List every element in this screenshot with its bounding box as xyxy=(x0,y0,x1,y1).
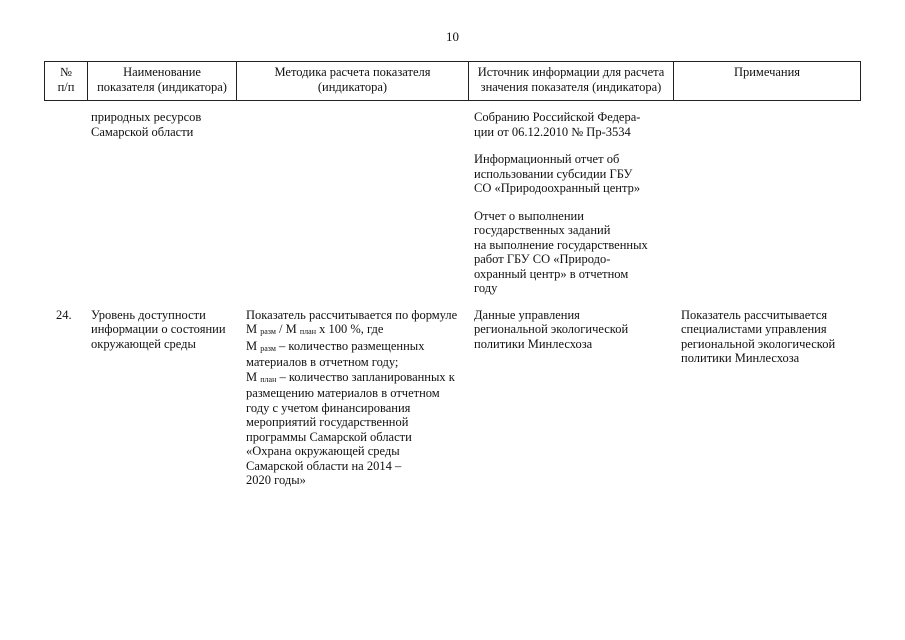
plan-definition: М $_{план}$ – количество запланированных к размещению материалов в отчетном году с учетом финансирования мероприятий государственной программы Самарской области «Охрана окружающей среды Самарской области на 2014 – 2020 годы» xyxy=(246,369,455,487)
cell-source: Данные управления региональной экологической политики Минлесхоза xyxy=(474,307,629,351)
table-header xyxy=(44,61,861,101)
cell-num: 24. xyxy=(56,307,72,322)
table-body xyxy=(44,110,860,488)
table-row-continued xyxy=(44,110,860,296)
table-row-24 xyxy=(44,308,860,488)
razm-definition: М $_{разм}$ – количество размещенных материалов в отчетном году; xyxy=(246,338,425,369)
source-paragraph: Отчет о выполнении государственных заданий на выполнение государственных работ ГБУ СО «Природо- охранный центр» в отчетном году xyxy=(474,208,648,295)
cell-method xyxy=(236,308,468,488)
cell-method xyxy=(236,110,468,296)
method-intro: Показатель рассчитывается по формуле xyxy=(246,307,458,322)
header-num: № п/п xyxy=(45,62,88,101)
source-paragraph: Собранию Российской Федера- ции от 06.12.2010 № Пр-3534 xyxy=(474,110,641,139)
header-source: Источник информации для расчета значения показателя (индикатора) xyxy=(469,62,674,101)
table-header-row xyxy=(45,62,861,101)
cell-name: природных ресурсов Самарской области xyxy=(91,110,202,139)
header-name: Наименование показателя (индикатора) xyxy=(88,62,237,101)
page-number: 10 xyxy=(446,29,459,44)
cell-name: Уровень доступности информации о состоянии окружающей среды xyxy=(91,307,226,351)
cell-num xyxy=(44,110,87,296)
cell-note xyxy=(673,110,860,296)
header-note: Примечания xyxy=(674,62,861,101)
formula: М $_{разм}$ / М $_{план}$ х 100 %, где xyxy=(246,322,384,336)
cell-source xyxy=(468,110,673,296)
source-paragraph: Информационный отчет об использовании субсидии ГБУ СО «Природоохранный центр» xyxy=(474,152,641,195)
header-method: Методика расчета показателя (индикатора) xyxy=(237,62,469,101)
cell-note: Показатель рассчитывается специалистами управления региональной экологической политики Минлесхоза xyxy=(681,307,836,365)
